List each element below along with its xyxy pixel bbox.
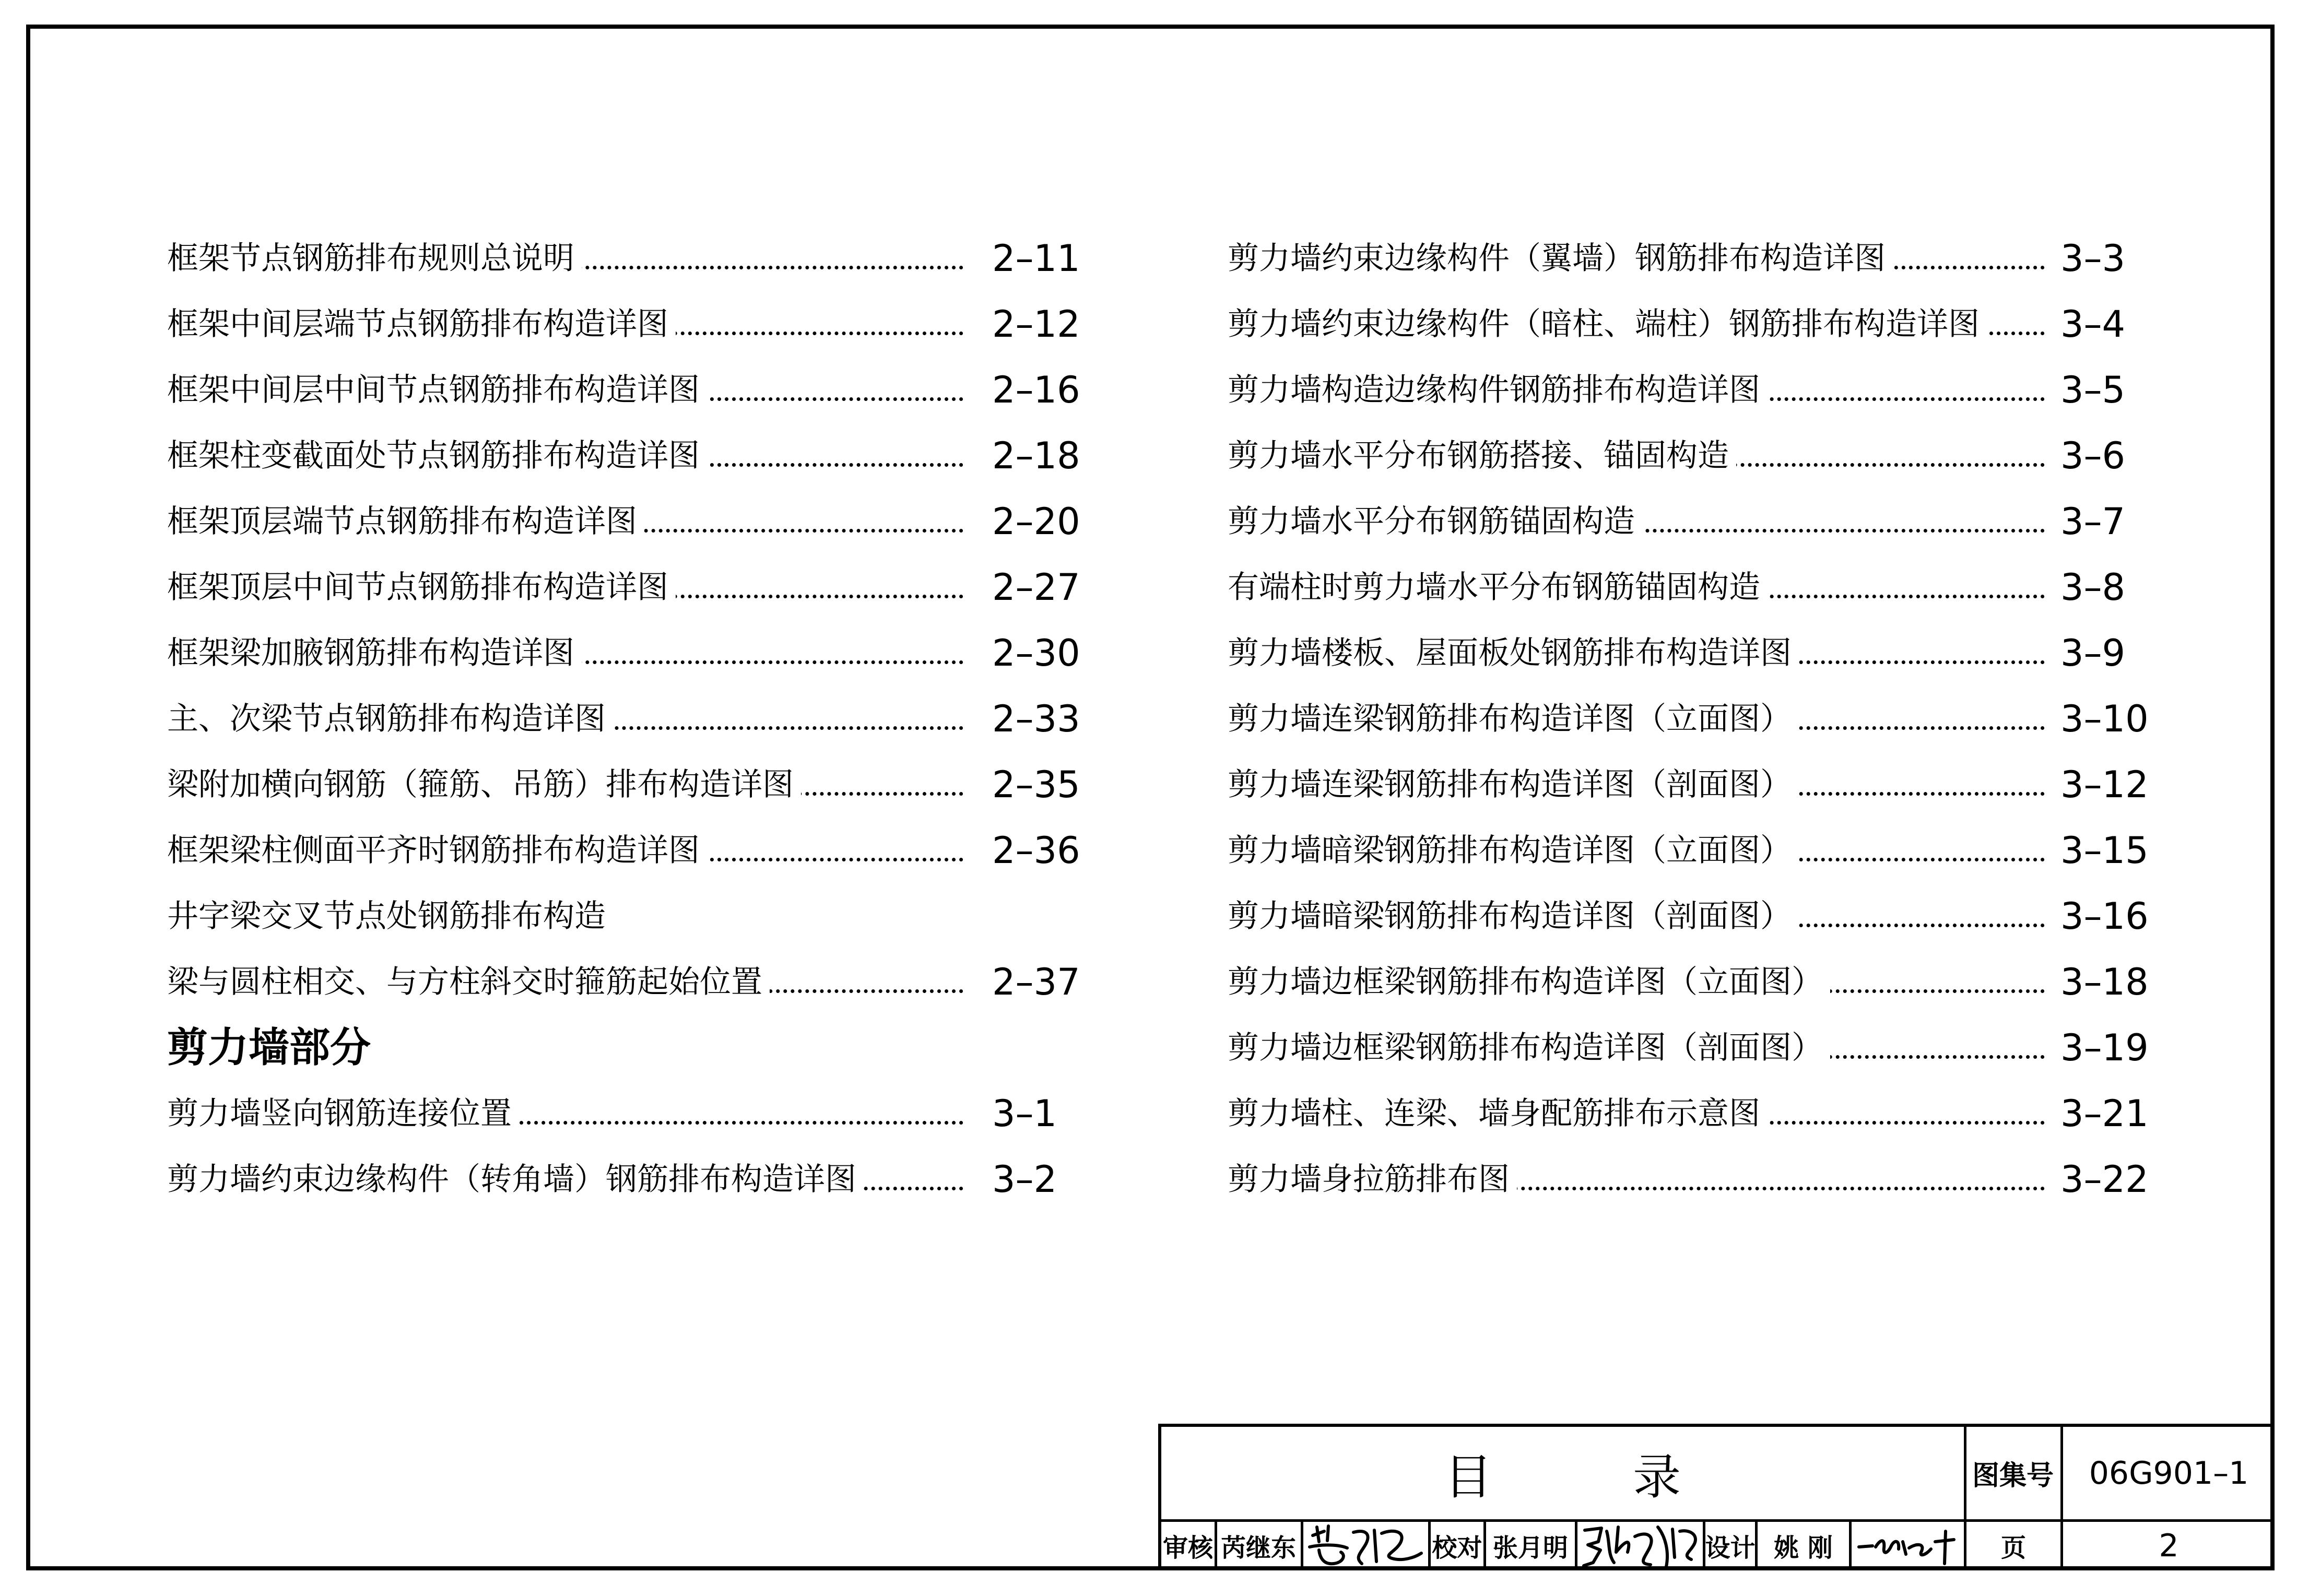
toc-entry-page: 2–35 [992,763,1080,806]
toc-entry [1228,369,2147,435]
toc-entry-page: 2–20 [992,500,1080,543]
toc-entry-title: 框架中间层中间节点钢筋排布构造详图 [167,369,707,411]
toc-entry-title: 剪力墙边框梁钢筋排布构造详图（剖面图） [1228,1027,1830,1069]
toc-entry-title: 剪力墙竖向钢筋连接位置 [167,1093,519,1134]
toc-entry-title: 梁附加横向钢筋（箍筋、吊筋）排布构造详图 [167,764,801,806]
checker-name: 张月明 [1492,1533,1568,1563]
toc-entry-page: 3–2 [992,1158,1057,1201]
toc-entry-title: 梁与圆柱相交、与方柱斜交时箍筋起始位置 [167,961,770,1003]
toc-entry-title: 剪力墙约束边缘构件（转角墙）钢筋排布构造详图 [167,1158,864,1200]
toc-entry-page: 3–6 [2060,434,2126,477]
reviewer-signature [1303,1521,1428,1570]
toc-entry-title: 剪力墙连梁钢筋排布构造详图（剖面图） [1228,764,1799,806]
toc-entry-title: 剪力墙约束边缘构件（暗柱、端柱）钢筋排布构造详图 [1228,303,1987,345]
review-label: 审核 [1162,1533,1213,1563]
toc-entry-page: 2–16 [992,369,1080,411]
toc-entry-page: 2–37 [992,961,1080,1003]
toc-entry [1228,961,2147,1027]
toc-entry-page: 3–18 [2060,961,2149,1003]
toc-entry [167,566,1078,632]
toc-entry [1228,830,2147,895]
toc-entry-page: 3–4 [2060,303,2126,346]
toc-entry-title: 主、次梁节点钢筋排布构造详图 [167,698,613,740]
toc-entry-page: 3–10 [2060,697,2149,740]
toc-entry-page: 3–3 [2060,237,2126,280]
toc-entry [1228,435,2147,501]
toc-entry [1228,501,2147,566]
toc-entry-page: 2–18 [992,434,1080,477]
toc-entry [167,961,1078,1027]
toc-entry-page: 2–11 [992,237,1080,280]
toc-entry-title: 剪力墙水平分布钢筋搭接、锚固构造 [1228,435,1736,477]
page-number: 2 [2159,1527,2179,1564]
toc-entry-page: 3–21 [2060,1092,2149,1135]
title-block [1158,1424,2275,1570]
toc-entry [1228,895,2147,961]
toc-entry [1228,632,2147,698]
toc-entry [1228,566,2147,632]
toc-entry-title: 剪力墙连梁钢筋排布构造详图（立面图） [1228,698,1799,740]
toc-entry-title: 有端柱时剪力墙水平分布钢筋锚固构造 [1228,566,1768,608]
toc-entry-page: 2–33 [992,697,1080,740]
toc-entry-title: 剪力墙暗梁钢筋排布构造详图（立面图） [1228,830,1799,871]
toc-entry [167,698,1078,764]
toc-entry [1228,698,2147,764]
toc-entry-title: 剪力墙约束边缘构件（翼墙）钢筋排布构造详图 [1228,238,1893,279]
design-label: 设计 [1705,1533,1756,1563]
toc-entry-title: 框架顶层中间节点钢筋排布构造详图 [167,566,676,608]
toc-entry [167,435,1078,501]
checker-signature [1577,1521,1703,1570]
drawing-title: 目 录 [1444,1449,1744,1505]
toc-entry-title: 剪力墙构造边缘构件钢筋排布构造详图 [1228,369,1768,411]
toc-entry-title: 剪力墙水平分布钢筋锚固构造 [1228,501,1642,542]
toc-entry [167,1158,1078,1224]
toc-entry-title: 剪力墙暗梁钢筋排布构造详图（剖面图） [1228,895,1799,937]
toc-entry-title: 框架梁柱侧面平齐时钢筋排布构造详图 [167,830,707,871]
toc-entry-title: 框架柱变截面处节点钢筋排布构造详图 [167,435,707,477]
designer-name: 姚 刚 [1774,1533,1833,1563]
toc-entry [167,895,1078,961]
toc-entry-page: 3–9 [2060,632,2126,675]
toc-entry-title: 井字梁交叉节点处钢筋排布构造 [167,895,613,937]
toc-entry-page: 2–12 [992,303,1080,346]
toc-entry-title: 框架顶层端节点钢筋排布构造详图 [167,501,644,542]
section-heading-text: 剪力墙部分 [167,1023,378,1073]
toc-entry-page: 3–22 [2060,1158,2149,1201]
toc-entry [1228,764,2147,830]
toc-entry [167,632,1078,698]
toc-entry-title: 剪力墙柱、连梁、墙身配筋排布示意图 [1228,1093,1768,1134]
toc-entry-page: 3–7 [2060,500,2126,543]
toc-entry [1228,1027,2147,1093]
atlas-number: 06G901–1 [2089,1455,2249,1492]
toc-entry-page: 2–30 [992,632,1080,675]
page-label: 页 [2000,1533,2026,1563]
toc-entry-page: 3–1 [992,1092,1057,1135]
toc-entry-title: 框架节点钢筋排布规则总说明 [167,238,582,279]
reviewer-name: 芮继东 [1220,1533,1296,1563]
designer-signature [1852,1521,1964,1570]
toc-entry [167,303,1078,369]
toc-entry-title: 剪力墙身拉筋排布图 [1228,1158,1517,1200]
toc-entry [167,238,1078,303]
toc-entry-page: 3–19 [2060,1026,2149,1069]
toc-entry-page: 3–8 [2060,566,2126,609]
toc-entry-page: 3–15 [2060,829,2149,872]
toc-entry [167,501,1078,566]
toc-entry [1228,1093,2147,1158]
toc-entry-title: 框架梁加腋钢筋排布构造详图 [167,632,582,674]
toc-entry-title: 剪力墙楼板、屋面板处钢筋排布构造详图 [1228,632,1799,674]
toc-entry-page: 3–16 [2060,895,2149,938]
section-heading [167,1024,1078,1093]
atlas-number-label: 图集号 [1972,1460,2054,1492]
toc-left-column [167,238,1078,1224]
toc-entry-page: 3–12 [2060,763,2149,806]
toc-entry [167,830,1078,895]
toc-entry [1228,238,2147,303]
toc-entry-page: 2–36 [992,829,1080,872]
toc-entry-title: 框架中间层端节点钢筋排布构造详图 [167,303,676,345]
toc-entry [1228,1158,2147,1224]
toc-entry [167,369,1078,435]
toc-entry-title: 剪力墙边框梁钢筋排布构造详图（立面图） [1228,961,1830,1003]
toc-right-column [1228,238,2147,1224]
toc-entry-page: 2–27 [992,566,1080,609]
toc-entry [1228,303,2147,369]
toc-entry [167,1093,1078,1158]
toc-entry-page: 3–5 [2060,369,2126,411]
toc-entry [167,764,1078,830]
check-label: 校对 [1432,1533,1482,1563]
